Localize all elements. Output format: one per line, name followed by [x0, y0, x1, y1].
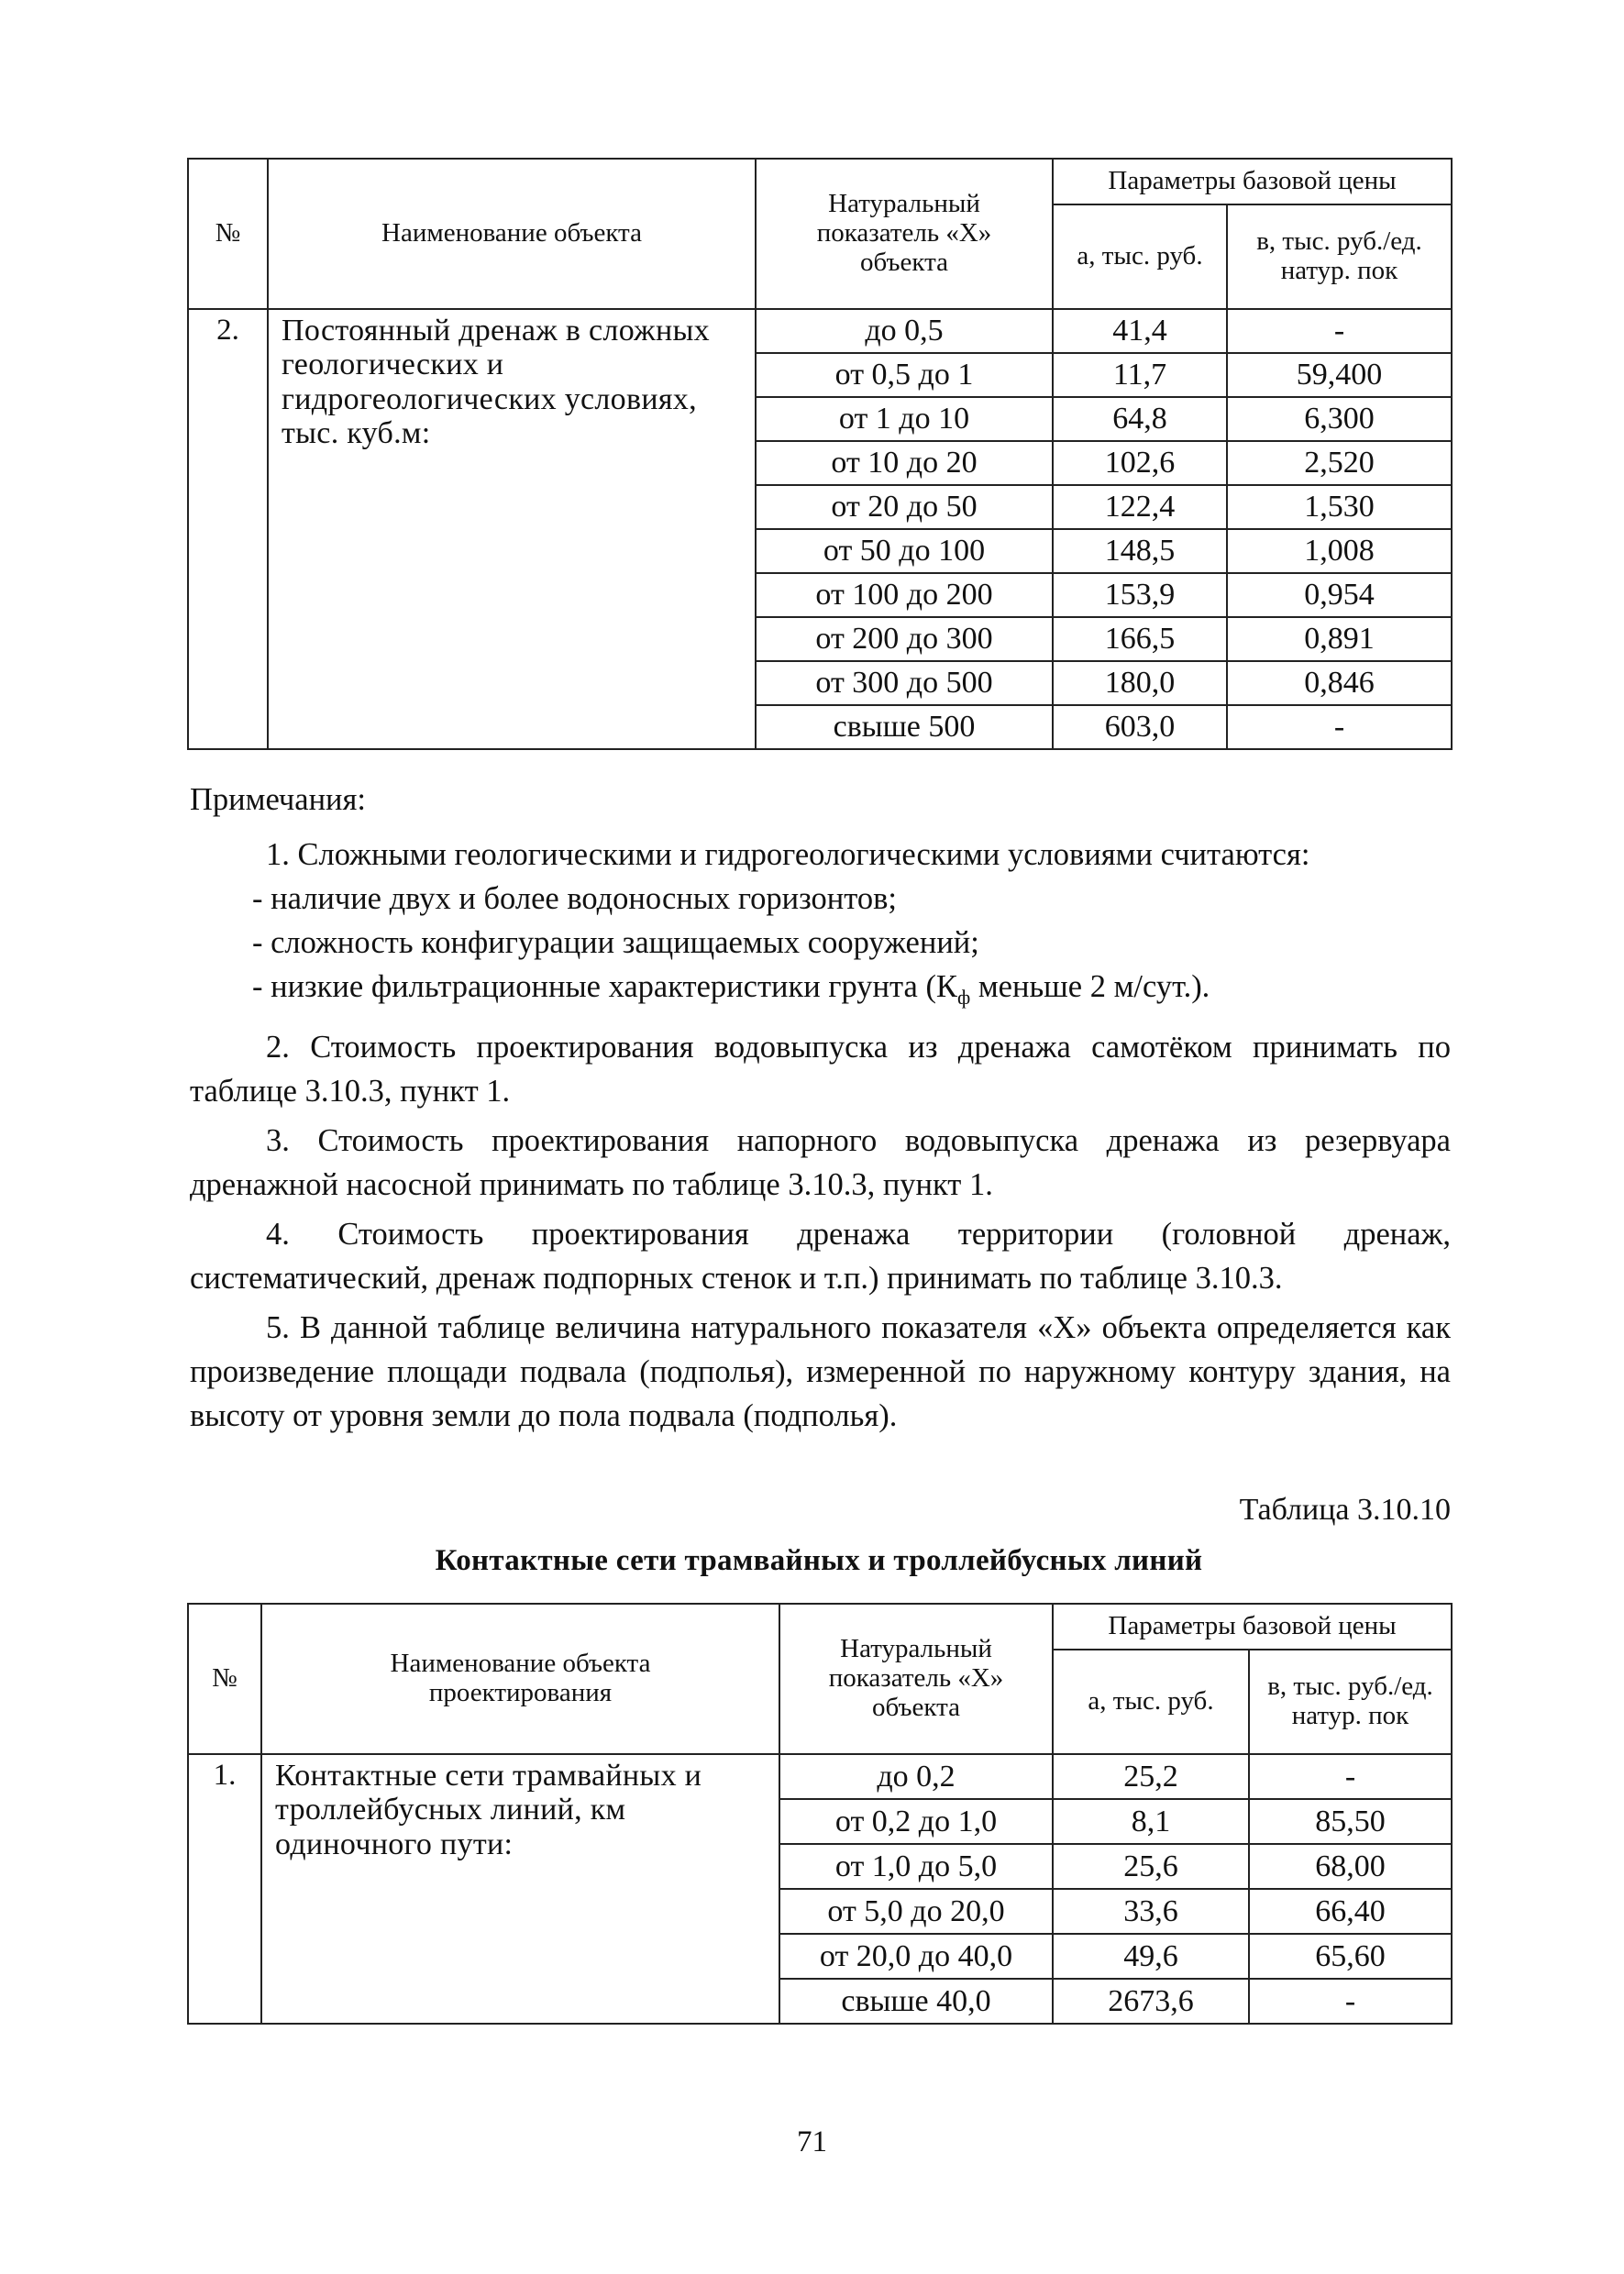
header-param-a: а, тыс. руб. — [1053, 204, 1227, 309]
notes-heading: Примечания: — [190, 782, 366, 817]
note-1-item-2: - сложность конфигурации защищаемых сооружений; — [252, 925, 979, 960]
cell-param-b: 85,50 — [1249, 1799, 1452, 1844]
cell-indicator-range: от 20,0 до 40,0 — [779, 1934, 1053, 1979]
cell-param-b: 68,00 — [1249, 1844, 1452, 1889]
cell-param-a: 33,6 — [1053, 1889, 1249, 1934]
cell-indicator-range: от 300 до 500 — [756, 661, 1053, 705]
note-1: 1. Сложными геологическими и гидрогеологическими условиями считаются: — [266, 837, 1310, 872]
cell-param-b: 0,891 — [1227, 617, 1452, 661]
cell-indicator-range: от 20 до 50 — [756, 485, 1053, 529]
header-num: № — [188, 159, 268, 309]
cell-param-b: - — [1249, 1754, 1452, 1799]
cell-indicator-range: от 1,0 до 5,0 — [779, 1844, 1053, 1889]
note-3: 3. Стоимость проектирования напорного водовыпуска дренажа из резервуара дренажной насосной принимать по таблице 3.10.3, пункт 1. — [190, 1122, 1451, 1202]
note-1-item-1: - наличие двух и более водоносных горизонтов; — [252, 881, 897, 916]
cell-param-a: 180,0 — [1053, 661, 1227, 705]
cell-indicator-range: свыше 40,0 — [779, 1979, 1053, 2024]
cell-param-a: 11,7 — [1053, 353, 1227, 397]
note-5: 5. В данной таблице величина натурального показателя «X» объекта определяется как произведение площади подвала (подполья), измеренной по наружному контуру здания, на высоту от уровня земли до пола подвала (подполья). — [190, 1309, 1451, 1433]
cell-param-a: 122,4 — [1053, 485, 1227, 529]
cell-param-b: 2,520 — [1227, 441, 1452, 485]
cell-param-a: 166,5 — [1053, 617, 1227, 661]
note-4: 4. Стоимость проектирования дренажа территории (головной дренаж, систематический, дренаж подпорных стенок и т.п.) принимать по таблице 3.10.3. — [190, 1216, 1451, 1296]
table-row — [188, 309, 1452, 353]
table-title: Контактные сети трамвайных и троллейбусных линий — [435, 1544, 1203, 1577]
cell-param-a: 8,1 — [1053, 1799, 1249, 1844]
cell-param-b: - — [1249, 1979, 1452, 2024]
cell-indicator-range: от 1 до 10 — [756, 397, 1053, 441]
cell-param-b: 0,954 — [1227, 573, 1452, 617]
cell-param-a: 2673,6 — [1053, 1979, 1249, 2024]
cell-param-a: 153,9 — [1053, 573, 1227, 617]
cell-param-a: 25,6 — [1053, 1844, 1249, 1889]
header-base-price-params: Параметры базовой цены — [1053, 159, 1452, 204]
note-2: 2. Стоимость проектирования водовыпуска из дренажа самотёком принимать по таблице 3.10.3, пункт 1. — [190, 1029, 1451, 1109]
row-number: 2. — [188, 309, 268, 749]
cell-param-b: 66,40 — [1249, 1889, 1452, 1934]
cell-param-a: 49,6 — [1053, 1934, 1249, 1979]
header-param-a: а, тыс. руб. — [1053, 1650, 1249, 1754]
table-row — [188, 1754, 1452, 1799]
cell-param-a: 25,2 — [1053, 1754, 1249, 1799]
cell-param-b: - — [1227, 705, 1452, 749]
cell-indicator-range: от 0,2 до 1,0 — [779, 1799, 1053, 1844]
page-number: 71 — [797, 2125, 827, 2158]
cell-param-b: 1,530 — [1227, 485, 1452, 529]
cell-param-b: 65,60 — [1249, 1934, 1452, 1979]
cell-param-a: 102,6 — [1053, 441, 1227, 485]
header-base-price-params: Параметры базовой цены — [1053, 1604, 1452, 1650]
cell-indicator-range: от 200 до 300 — [756, 617, 1053, 661]
cell-param-b: 6,300 — [1227, 397, 1452, 441]
header-param-b: в, тыс. руб./ед. натур. пок — [1249, 1650, 1452, 1754]
cell-param-b: 59,400 — [1227, 353, 1452, 397]
table-caption: Таблица 3.10.10 — [1239, 1493, 1451, 1527]
cell-param-a: 148,5 — [1053, 529, 1227, 573]
row-object-name: Контактные сети трамвайных и троллейбусных линий, км одиночного пути: — [261, 1754, 779, 2024]
cell-indicator-range: от 50 до 100 — [756, 529, 1053, 573]
cell-param-b: 1,008 — [1227, 529, 1452, 573]
cell-indicator-range: от 100 до 200 — [756, 573, 1053, 617]
cell-indicator-range: свыше 500 — [756, 705, 1053, 749]
cell-indicator-range: до 0,2 — [779, 1754, 1053, 1799]
cell-param-b: - — [1227, 309, 1452, 353]
contact-network-price-table — [187, 1603, 1453, 2025]
drainage-price-table — [187, 158, 1453, 750]
cell-param-a: 603,0 — [1053, 705, 1227, 749]
note-1-item-3: - низкие фильтрационные характеристики грунта ($К_ф$ меньше 2 м/сут.). — [252, 969, 1210, 1009]
header-num: № — [188, 1604, 261, 1754]
notes-section — [190, 778, 1451, 1438]
row-object-name: Постоянный дренаж в сложных геологических и гидрогеологических условиях, тыс. куб.м: — [268, 309, 756, 749]
cell-indicator-range: до 0,5 — [756, 309, 1053, 353]
cell-indicator-range: от 10 до 20 — [756, 441, 1053, 485]
cell-param-a: 64,8 — [1053, 397, 1227, 441]
cell-param-a: 41,4 — [1053, 309, 1227, 353]
row-number: 1. — [188, 1754, 261, 2024]
header-param-b: в, тыс. руб./ед. натур. пок — [1227, 204, 1452, 309]
header-indicator: Натуральный показатель «X» объекта — [756, 159, 1053, 309]
header-object-name: Наименование объекта проектирования — [261, 1604, 779, 1754]
cell-param-b: 0,846 — [1227, 661, 1452, 705]
header-indicator: Натуральный показатель «X» объекта — [779, 1604, 1053, 1754]
header-object-name: Наименование объекта — [268, 159, 756, 309]
cell-indicator-range: от 0,5 до 1 — [756, 353, 1053, 397]
cell-indicator-range: от 5,0 до 20,0 — [779, 1889, 1053, 1934]
